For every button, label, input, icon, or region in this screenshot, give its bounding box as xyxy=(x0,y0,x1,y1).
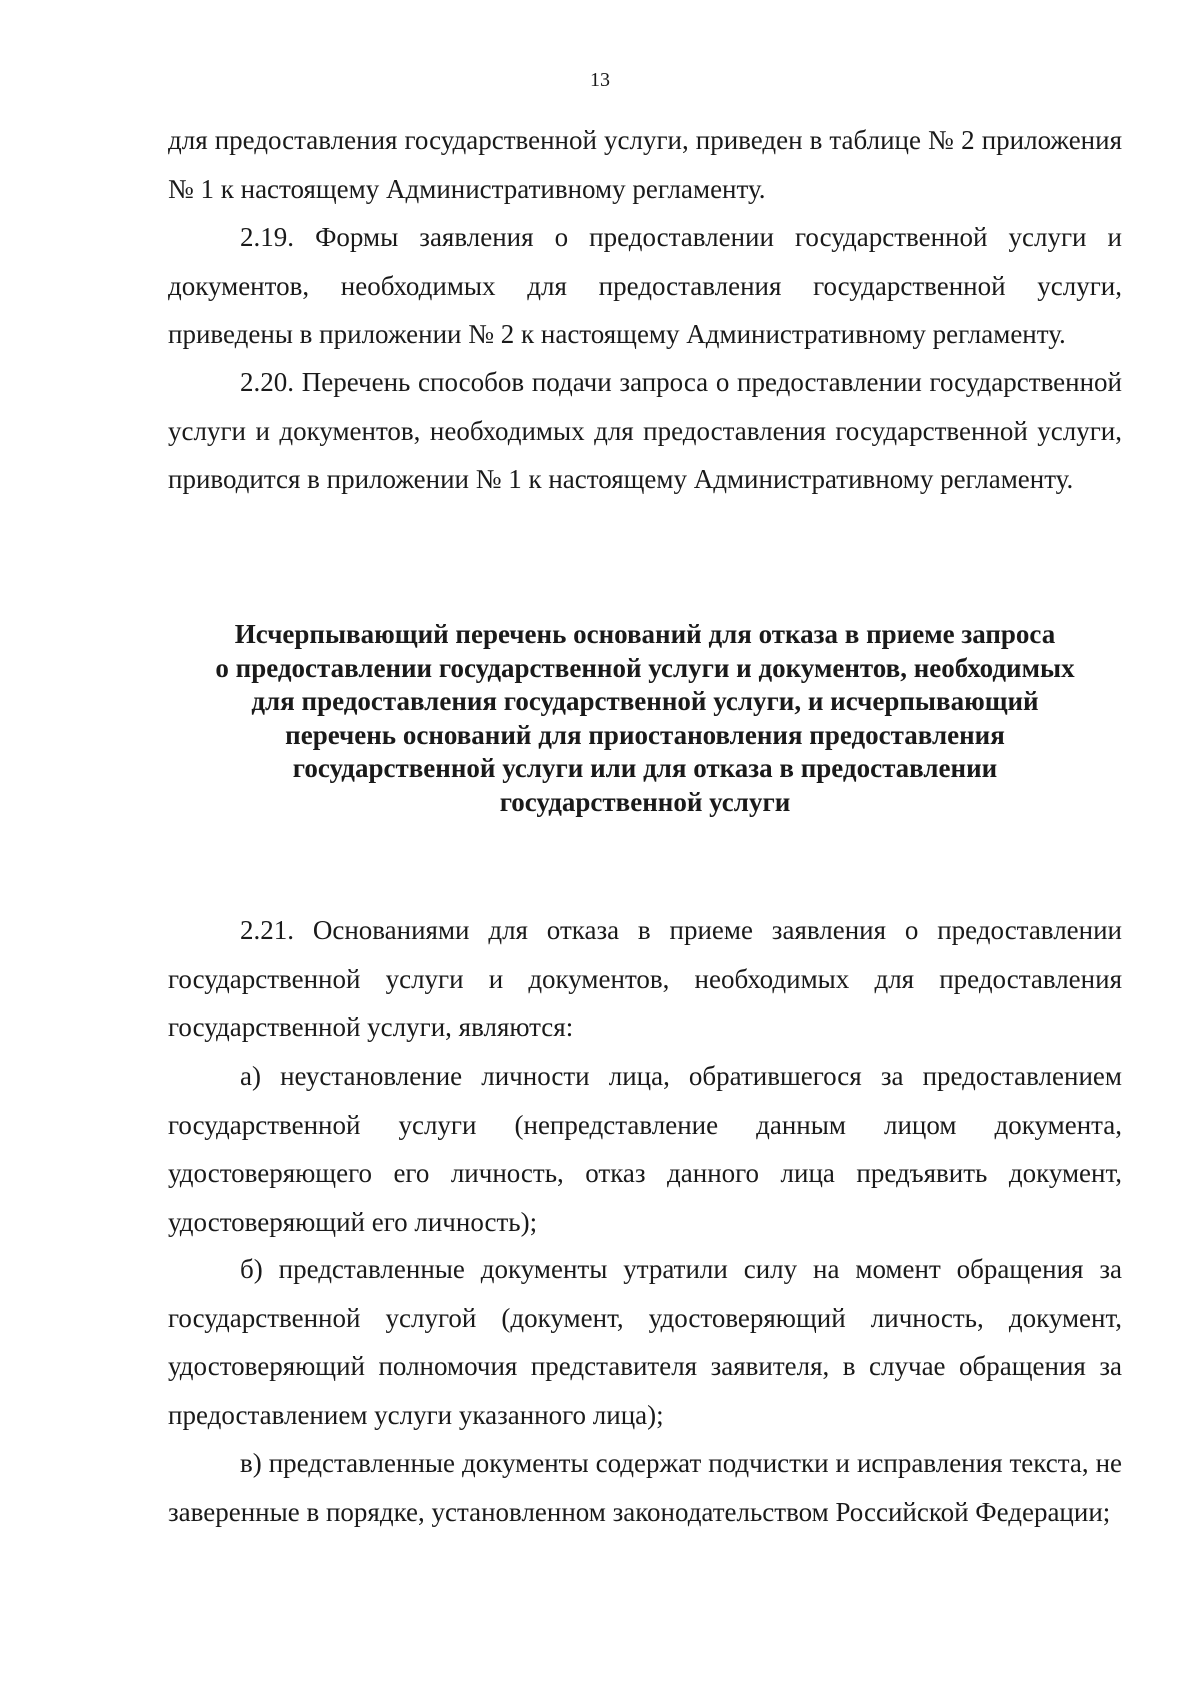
heading-line: государственной услуги или для отказа в предоставлении xyxy=(292,753,998,783)
paragraph-2-19: 2.19. Формы заявления о предоставлении государственной услуги и документов, необходимых для предоставления государственной услуги, приведены в приложении № 2 к настоящему Административному регламенту. xyxy=(168,222,1122,349)
heading-line: о предоставлении государственной услуги и документов, необходимых xyxy=(215,652,1075,683)
page-number: 13 xyxy=(590,69,610,91)
list-item-b: б) представленные документы утратили силу на момент обращения за государственной услугой (документ, удостоверяющий личность, документ, удостоверяющий полномочия представителя заявителя, в случае обращения за предоставлением услуги указанного лица); xyxy=(168,1254,1122,1430)
heading-line: государственной услуги xyxy=(499,786,791,817)
heading-line: перечень оснований для приостановления предоставления xyxy=(285,719,1005,750)
list-item-v: в) представленные документы содержат подчистки и исправления текста, не заверенные в порядке, установленном законодательством Российской Федерации; xyxy=(168,1448,1122,1527)
paragraph-2-21: 2.21. Основаниями для отказа в приеме заявления о предоставлении государственной услуги и документов, необходимых для предоставления государственной услуги, являются: xyxy=(168,915,1122,1042)
paragraph-2-20: 2.20. Перечень способов подачи запроса о предоставлении государственной услуги и документов, необходимых для предоставления государственной услуги, приводится в приложении № 1 к настоящему Административному регламенту. xyxy=(168,367,1122,494)
heading-line: Исчерпывающий перечень оснований для отказа в приеме запроса xyxy=(234,619,1056,649)
list-item-a: а) неустановление личности лица, обратившегося за предоставлением государственной услуги (непредставление данным лицом документа, удостоверяющего его личность, отказ данного лица предъявить документ, удостоверяющий его личность); xyxy=(168,1061,1122,1237)
paragraph-continuation: для предоставления государственной услуги, приведен в таблице № 2 приложения № 1 к настоящему Административному регламенту. xyxy=(168,125,1122,204)
section-heading xyxy=(168,618,1122,819)
heading-line: для предоставления государственной услуги, и исчерпывающий xyxy=(251,686,1039,716)
